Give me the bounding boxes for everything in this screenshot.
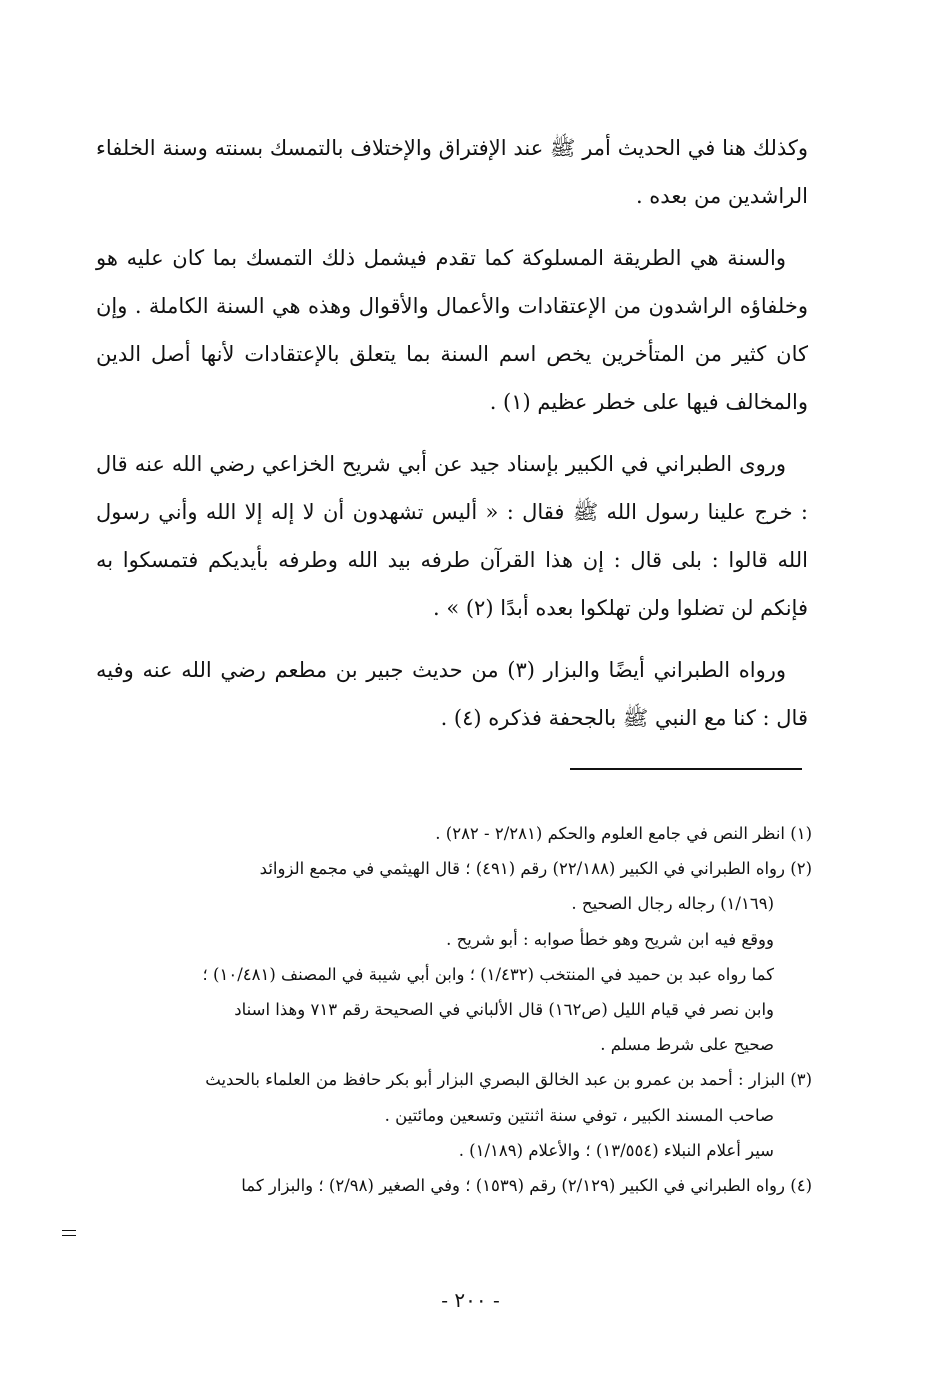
- footnote-3-line-3: سير أعلام النبلاء (١٣/٥٥٤) ؛ والأعلام (١/١٨٩) .: [458, 1140, 774, 1160]
- footnote-1: (١) انظر النص في جامع العلوم والحكم (٢/٢٨١ - ٢٨٢) .: [435, 824, 812, 843]
- paragraph-1: وكذلك هنا في الحديث أمر ﷺ عند الإفتراق والإختلاف بالتمسك بسنته وسنة الخلفاء الراشدين من بعده .: [96, 136, 808, 208]
- footnote-3-line-1: (٣) البزار : أحمد بن عمرو بن عبد الخالق البصري البزار أبو بكر حافظ من العلماء بالحديث: [205, 1070, 812, 1090]
- main-text: [96, 124, 808, 756]
- paragraph-3: وروى الطبراني في الكبير بإسناد جيد عن أبي شريح الخزاعي رضي الله عنه قال : خرج علينا رسول الله ﷺ فقال : « أليس تشهدون أن لا إله إلا الله وأني رسول الله قالوا : بلى قال : إن هذا القرآن طرفه بيد الله وطرفه بأيديكم فتمسكوا به فإنكم لن تضلوا ولن تهلكوا بعده أبدًا (٢) » .: [96, 452, 808, 620]
- footnote-4: (٤) رواه الطبراني في الكبير (٢/١٢٩) رقم (١٥٣٩) ؛ وفي الصغير (٢/٩٨) ؛ والبزار كما: [241, 1176, 812, 1196]
- paragraph-4: ورواه الطبراني أيضًا والبزار (٣) من حديث جبير بن مطعم رضي الله عنه وفيه قال : كنا مع النبي ﷺ بالجحفة فذكره (٤) .: [96, 658, 808, 730]
- footnote-separator: [570, 768, 802, 770]
- page-number: - ٢٠٠ -: [441, 1288, 500, 1312]
- footnote-3-line-2: صاحب المسند الكبير ، توفي سنة اثنتين وتسعين ومائتين .: [384, 1105, 774, 1125]
- footnote-2-line-2: (١/١٦٩) رجاله رجال الصحيح .: [571, 894, 774, 914]
- footnote-2-line-6: صحيح على شرط مسلم .: [600, 1035, 774, 1055]
- paragraph-2: والسنة هي الطريقة المسلوكة كما تقدم فيشمل ذلك التمسك بما كان عليه هو وخلفاؤه الراشدون من الإعتقادات والأعمال والأقوال وهذه هي السنة الكاملة . وإن كان كثير من المتأخرين يخص اسم السنة بما يتعلق بالإعتقادات لأنها أصل الدين والمخالف فيها على خطر عظيم (١) .: [96, 246, 808, 414]
- footnote-2-line-4: كما رواه عبد بن حميد في المنتخب (١/٤٣٢) ؛ وابن أبي شيبة في المصنف (١٠/٤٨١) ؛: [202, 964, 774, 984]
- footnote-2-line-3: ووقع فيه ابن شريح وهو خطأ صوابه : أبو شريح .: [446, 929, 774, 949]
- footnote-2-line-1: (٢) رواه الطبراني في الكبير (٢٢/١٨٨) رقم (٤٩١) ؛ قال الهيثمي في مجمع الزوائد: [259, 859, 812, 879]
- continuation-mark: [62, 1230, 76, 1236]
- footnote-2-line-5: وابن نصر في قيام الليل (ص١٦٢) قال الألباني في الصحيحة رقم ٧١٣ وهذا اسناد: [234, 1000, 774, 1020]
- footnotes: [96, 816, 812, 1203]
